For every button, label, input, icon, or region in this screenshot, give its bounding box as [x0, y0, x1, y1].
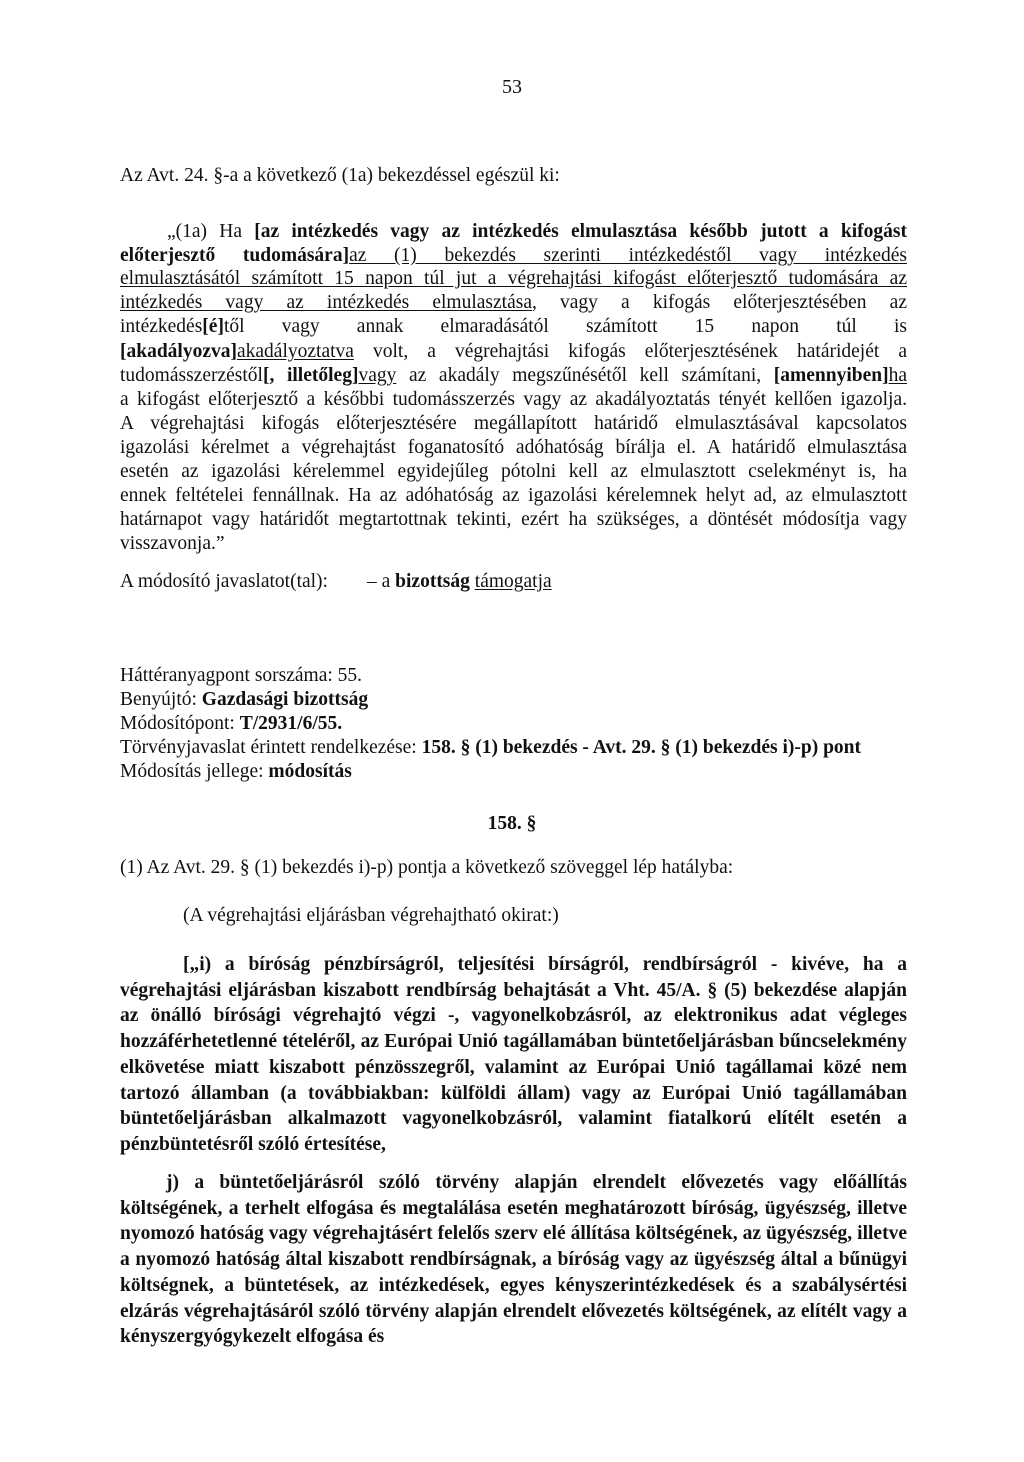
- amendment-line-10: igazolási kérelmet a végrehajtást foganatosító adóhatóság bírálja el. A határidő elmulasztása: [120, 437, 907, 458]
- section-intro: (1) Az Avt. 29. § (1) bekezdés i)-p) pontja a következő szöveggel lép hatályba:: [120, 857, 734, 878]
- intro-sentence: Az Avt. 24. §-a a következő (1a) bekezdéssel egészül ki:: [120, 165, 560, 186]
- amendment-line-5: intézkedés[é]től vagy annak elmaradásától számított 15 napon túl is: [120, 316, 907, 337]
- background-number: Háttéranyagpont sorszáma: 55.: [120, 665, 363, 686]
- amendment-line-4: intézkedés vagy az intézkedés elmulasztása, vagy a kifogás előterjesztésében az: [120, 292, 907, 313]
- amendment-line-7: tudomásszerzéstől[, illetőleg]vagy az akadály megszűnésétől kell számítani, [amennyiben]ha: [120, 365, 907, 386]
- amendment-nature: Módosítás jellege: módosítás: [120, 761, 352, 782]
- support-value: – a bizottság támogatja: [367, 571, 552, 592]
- amendment-line-8: a kifogást előterjesztő a későbbi tudomásszerzés vagy az akadályoztatás tényét kellően igazolja.: [120, 389, 907, 410]
- amendment-line-9: A végrehajtási kifogás előterjesztésére megállapított határidő elmulasztásával kapcsolatos: [120, 413, 907, 434]
- amendment-line-6: [akadályozva]akadályoztatva volt, a végrehajtási kifogás előterjesztésének határidejét a: [120, 341, 907, 362]
- submitter: Benyújtó: Gazdasági bizottság: [120, 689, 369, 710]
- support-label: A módosító javaslatot(tal):: [120, 571, 328, 592]
- amendment-line-3: elmulasztásától számított 15 napon túl jut a végrehajtási kifogást előterjesztő tudomására az: [120, 268, 907, 289]
- section-heading: 158. §: [487, 813, 537, 834]
- amendment-line-2: előterjesztő tudomására]az (1) bekezdés szerinti intézkedéstől vagy intézkedés: [120, 245, 907, 266]
- section-context: (A végrehajtási eljárásban végrehajtható okirat:): [183, 905, 559, 926]
- amendment-line-1: „(1a) Ha [az intézkedés vagy az intézkedés elmulasztása később jutott a kifogást: [167, 221, 907, 242]
- amendment-line-14: visszavonja.”: [120, 533, 225, 554]
- item-i-paragraph: [„i) a bíróság pénzbírságról, teljesítési bírságról, rendbírságról - kivéve, ha a végrehajtási eljárásban kiszabott rendbírság behajtását a Vht. 45/A. § (5) bekezdése alapján az önálló bírósági végrehajtó végzi -, vagyonelkobzásról, az elektronikus adat végleges hozzáférhetetlenné tételéről, az Európai Unió tagállamában büntetőeljárásban bűncselekmény elkövetése miatt kiszabott pénzösszegről, valamint az Európai Unió tagállamai közé nem tartozó államban (a továbbiakban: külföldi állam) vagy az Európai Unió tagállamában büntetőeljárásban alkalmazott vagyonelkobzásról, valamint fiatalkorú elítélt esetén a pénzbüntetésről szóló értesítése,: [120, 954, 907, 1155]
- amendment-line-11: esetén az igazolási kérelemmel egyidejűleg pótolni kell az elmulasztott cselekményt is, ha: [120, 461, 907, 482]
- page-number: 53: [502, 76, 522, 98]
- amendment-line-12: ennek feltételei fennállnak. Ha az adóhatóság az igazolási kérelemnek helyt ad, az elmulasztott: [120, 485, 907, 506]
- amendment-point: Módosítópont: T/2931/6/55.: [120, 713, 343, 734]
- affected-provision: Törvényjavaslat érintett rendelkezése: 158. § (1) bekezdés - Avt. 29. § (1) bekezdés i)-p) pont: [120, 737, 862, 758]
- item-j-paragraph: j) a büntetőeljárásról szóló törvény alapján elrendelt elővezetés vagy előállítás költségének, a terhelt elfogása és megtalálása esetén meghatározott bíróság, ügyészség, illetve nyomozó hatóság vagy végrehajtásért felelős szerv elé állítása költségének, az ügyészség, illetve a nyomozó hatóság által kiszabott rendbírságnak, a bíróság vagy az ügyészség által a bűnügyi költségnek, a büntetések, az intézkedések, egyes kényszerintézkedések és a szabálysértési elzárás végrehajtásáról szóló törvény alapján elrendelt elővezetés költségének, az elítélt vagy a kényszergyógykezelt elfogása és: [120, 1172, 907, 1348]
- amendment-line-13: határnapot vagy határidőt megtartottnak tekinti, ezért ha szükséges, a döntését módosítja vagy: [120, 509, 907, 530]
